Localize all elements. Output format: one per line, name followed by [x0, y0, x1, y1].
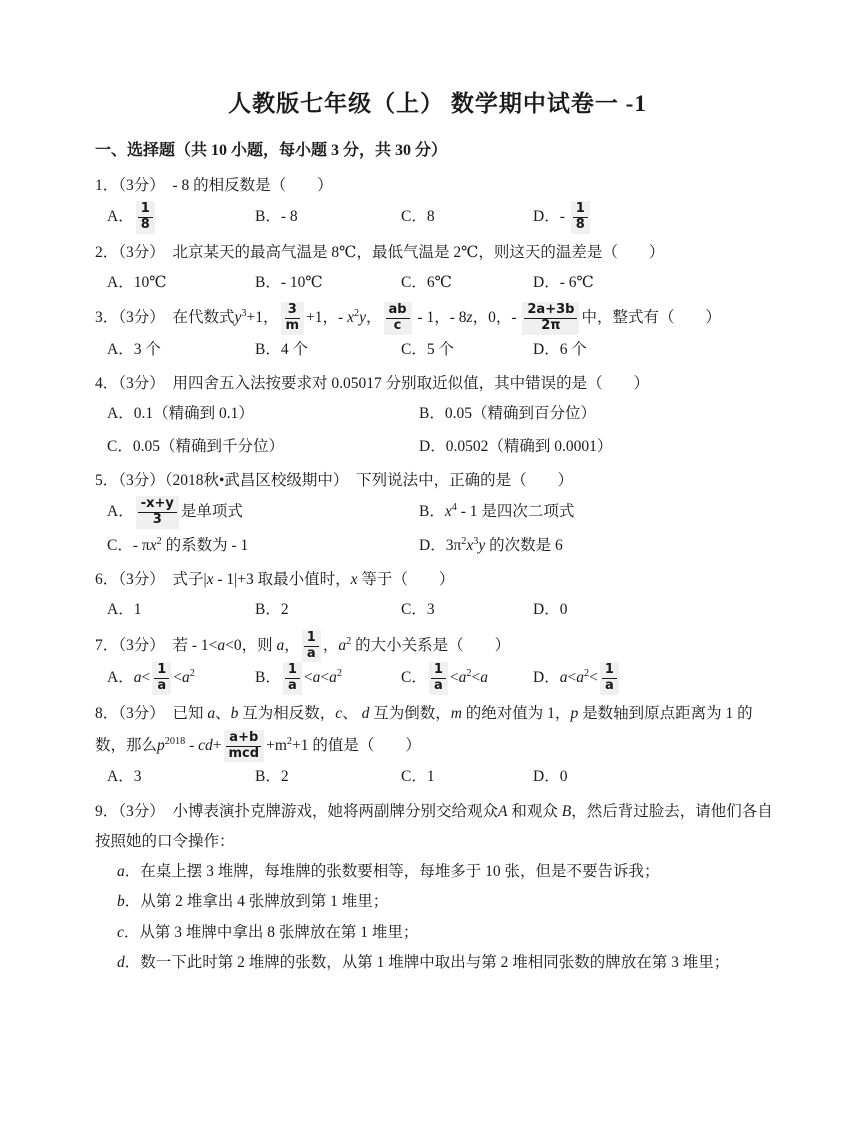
question-2-option-a: A．10℃: [107, 273, 167, 291]
question-6-option-a: A．1: [107, 601, 142, 619]
question-9-stem: 9．（3分） 小博表演扑克牌游戏，她将两副牌分别交给观众A 和观众 B，然后背过脸去，请他们各自按照她的口令操作：: [95, 802, 773, 850]
question-5: [95, 466, 780, 561]
question-8-options: [95, 762, 780, 792]
question-5-options: [95, 496, 780, 561]
question-8: [95, 699, 780, 792]
question-4-option-b: B．0.05（精确到百分位）: [419, 405, 596, 423]
question-7-option-c: C． $\frac{1}{a}$ $<a^2<a$: [401, 662, 488, 694]
question-8-option-d: D．0: [533, 768, 568, 786]
question-9: [95, 797, 780, 978]
question-2-options: [95, 268, 780, 298]
question-9-step-d: d．数一下此时第 2 堆牌的张数，从第 1 堆牌中取出与第 2 堆相同张数的牌放在第 3 堆里；: [117, 953, 730, 971]
question-3-option-d: D．6 个: [533, 340, 587, 358]
question-1-option-b: B．- 8: [255, 208, 298, 226]
question-8-stem: 8．（3分） 已知 a、b 互为相反数，c、 d 互为倒数，m 的绝对值为 1，p 是数轴到原点距离为 1 的数，那么$p^{2018} - cd+$ $\frac{a+b}{\text{mcd}}$ $+m^2+1$ 的值是（ ）: [95, 705, 753, 761]
question-4-option-a: A．0.1（精确到 0.1）: [107, 405, 254, 423]
question-6: [95, 565, 780, 625]
question-4-stem: 4．（3分） 用四舍五入法按要求对 0.05017 分别取近似值，其中错误的是（ ）: [95, 375, 650, 393]
question-6-option-b: B．2: [255, 601, 289, 619]
question-1-option-c: C．8: [401, 208, 435, 226]
question-4-options: [95, 399, 780, 461]
question-8-option-a: A．3: [107, 768, 142, 786]
question-1-options: [95, 201, 780, 234]
section-header: 一、选择题（共 10 小题，每小题 3 分，共 30 分）: [95, 142, 448, 160]
question-2-stem: 2．（3分） 北京某天的最高气温是 8℃，最低气温是 2℃，则这天的温差是（ ）: [95, 243, 665, 261]
question-7-options: [95, 662, 780, 695]
question-2-option-c: C．6℃: [401, 273, 452, 291]
question-4-option-d: D．0.0502（精确到 0.0001）: [419, 437, 613, 455]
question-4: [95, 369, 780, 462]
question-7-option-d: D．$a<a^2<$ $\frac{1}{a}$: [533, 662, 780, 695]
question-1-stem: 1．（3分） - 8 的相反数是（ ）: [95, 176, 333, 194]
question-5-option-a: A． $\frac{-x+y}{3}$ 是单项式: [107, 496, 243, 528]
question-2: [95, 238, 780, 298]
question-3-options: [95, 335, 780, 365]
question-7-option-a: A．a< $\frac{1}{a}$ $<a^2$: [107, 662, 195, 694]
question-8-option-b: B．2: [255, 768, 289, 786]
question-1-option-d: D．- $\frac{1}{8}$: [533, 201, 780, 234]
question-6-option-d: D．0: [533, 601, 568, 619]
question-3-option-b: B．4 个: [255, 340, 308, 358]
question-9-step-c: c．从第 3 堆牌中拿出 8 张牌放在第 1 堆里；: [117, 923, 419, 941]
question-4-option-c: C．0.05（精确到千分位）: [107, 437, 284, 455]
question-8-option-c: C．1: [401, 768, 435, 786]
question-3-stem: 3．（3分） 在代数式$y^3+1$， $\frac{3}{m}$ +1，- $x^2y$， $\frac{ab}{c}$ - 1，- 8z，0，- $\frac{2a+3b}{2\pi}$ 中，整式有（ ）: [95, 302, 721, 334]
question-7-option-b: B． $\frac{1}{a}$ $<a<a^2$: [255, 662, 342, 694]
question-6-option-c: C．3: [401, 601, 435, 619]
question-1: [95, 171, 780, 234]
question-5-option-b: B．$x^4 - 1$ 是四次二项式: [419, 502, 575, 521]
question-3-option-a: A．3 个: [107, 340, 161, 358]
question-5-option-d: D．$3\pi^2x^3y$ 的次数是 6: [419, 535, 563, 554]
question-6-options: [95, 595, 780, 625]
question-1-option-a: A． $\frac{1}{8}$: [107, 201, 255, 234]
question-7: [95, 630, 780, 696]
question-6-stem: 6．（3分） 式子|x - 1|+3 取最小值时，x 等于（ ）: [95, 571, 455, 589]
question-5-stem: 5．（3分）（2018秋•武昌区校级期中） 下列说法中，正确的是（ ）: [95, 471, 574, 489]
question-2-option-d: D．- 6℃: [533, 273, 594, 291]
question-3: [95, 302, 780, 365]
page-title: 人教版七年级（上） 数学期中试卷一 -1: [228, 91, 647, 116]
question-5-option-c: C．- $\pi x^2$ 的系数为 - 1: [107, 535, 249, 554]
question-3-option-c: C．5 个: [401, 340, 454, 358]
question-9-step-b: b．从第 2 堆拿出 4 张牌放到第 1 堆里；: [117, 893, 389, 911]
question-7-stem: 7．（3分） 若 - 1<a<0，则 a， $\frac{1}{a}$ ，$a^2$ 的大小关系是（ ）: [95, 629, 511, 661]
question-9-step-a: a．在桌上摆 3 堆牌，每堆牌的张数要相等，每堆多于 10 张，但是不要告诉我；: [117, 863, 660, 881]
question-2-option-b: B．- 10℃: [255, 273, 323, 291]
